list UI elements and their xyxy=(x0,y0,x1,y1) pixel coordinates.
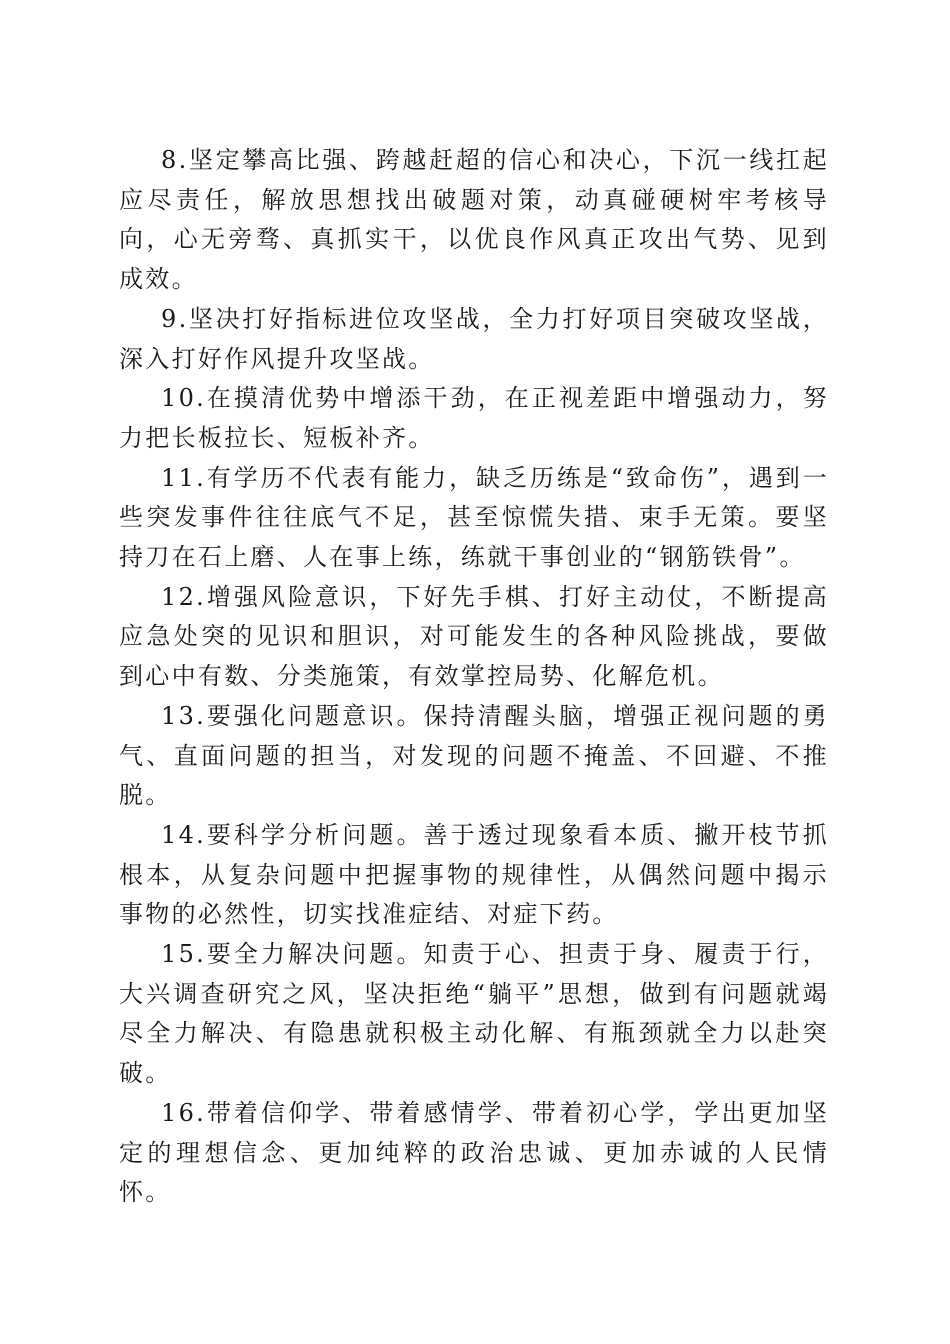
paragraph-item-15: 15.要全力解决问题。知责于心、担责于身、履责于行，大兴调查研究之风，坚决拒绝“躺平”思想，做到有问题就竭尽全力解决、有隐患就积极主动化解、有瓶颈就全力以赴突破。 xyxy=(119,940,829,1088)
paragraph-item-14: 14.要科学分析问题。善于透过现象看本质、撇开枝节抓根本，从复杂问题中把握事物的规律性，从偶然问题中揭示事物的必然性，切实找准症结、对症下药。 xyxy=(119,820,829,929)
document-body xyxy=(119,141,829,1213)
paragraph-item-16: 16.带着信仰学、带着感情学、带着初心学，学出更加坚定的理想信念、更加纯粹的政治忠诚、更加赤诚的人民情怀。 xyxy=(119,1098,829,1207)
paragraph-item-8: 8.坚定攀高比强、跨越赶超的信心和决心，下沉一线扛起应尽责任，解放思想找出破题对策，动真碰硬树牢考核导向，心无旁骛、真抓实干，以优良作风真正攻出气势、见到成效。 xyxy=(119,146,829,294)
paragraph-item-11: 11.有学历不代表有能力，缺乏历练是“致命伤”，遇到一些突发事件往往底气不足，甚至惊慌失措、束手无策。要坚持刀在石上磨、人在事上练，练就干事创业的“钢筋铁骨”。 xyxy=(119,463,829,572)
paragraph-item-9: 9.坚决打好指标进位攻坚战，全力打好项目突破攻坚战，深入打好作风提升攻坚战。 xyxy=(119,304,829,373)
paragraph-item-12: 12.增强风险意识，下好先手棋、打好主动仗，不断提高应急处突的见识和胆识，对可能发生的各种风险挑战，要做到心中有数、分类施策，有效掌控局势、化解危机。 xyxy=(119,582,829,691)
paragraph-item-10: 10.在摸清优势中增添干劲，在正视差距中增强动力，努力把长板拉长、短板补齐。 xyxy=(119,384,829,452)
paragraph-item-13: 13.要强化问题意识。保持清醒头脑，增强正视问题的勇气、直面问题的担当，对发现的问题不掩盖、不回避、不推脱。 xyxy=(119,701,829,810)
